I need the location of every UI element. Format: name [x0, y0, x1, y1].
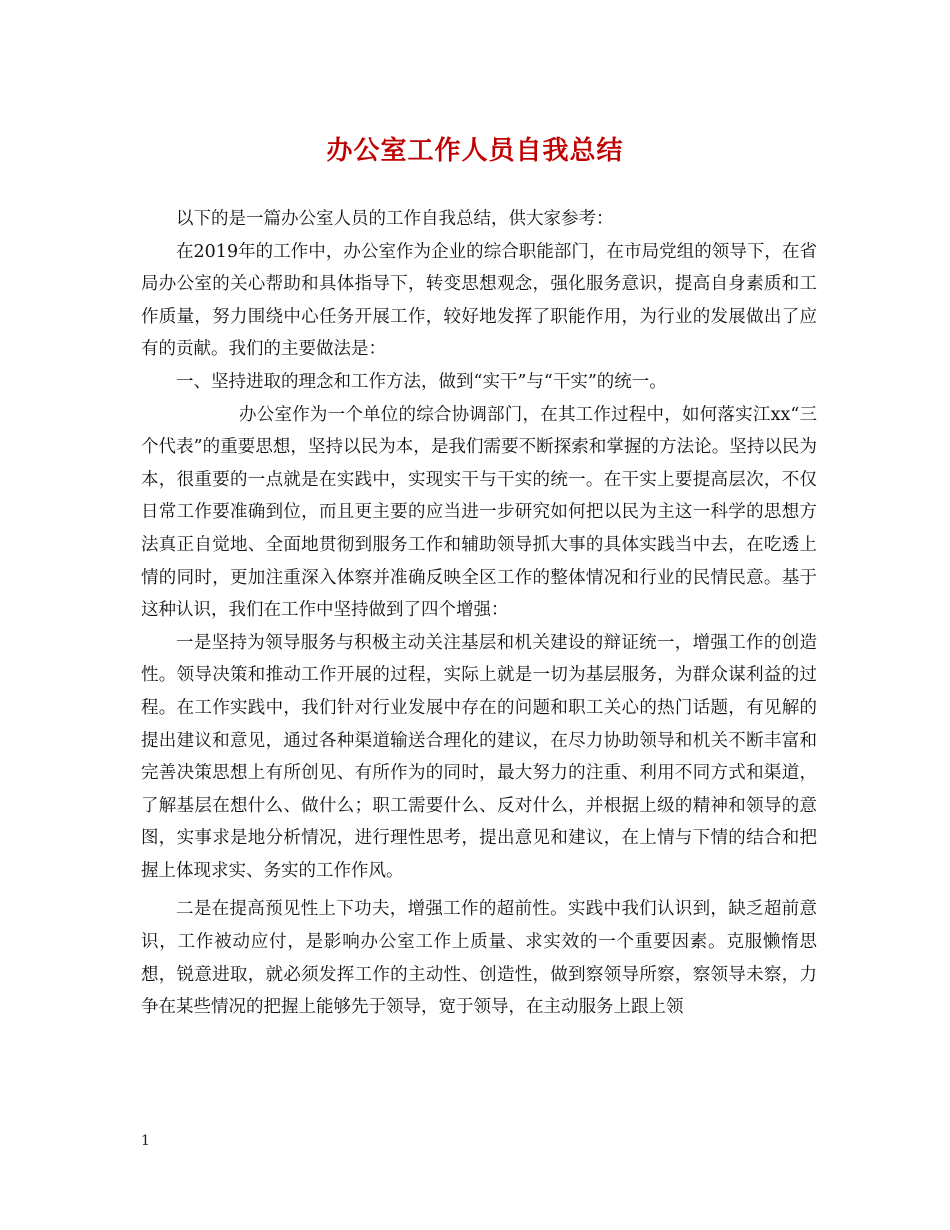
section-heading-1: 一、坚持进取的理念和工作方法，做到“实干”与“干实”的统一。 [176, 371, 667, 392]
point-2-paragraph: 二是在提高预见性上下功夫，增强工作的超前性。实践中我们认识到，缺乏超前意识，工作被动应付，是影响办公室工作上质量、求实效的一个重要因素。克服懒惰思想，锐意进取，就必须发挥工作的主动性、创造性，做到察领导所察，察领导未察，力争在某些情况的把握上能够先于领导，宽于领导，在主动服务上跟上领 [141, 899, 817, 1018]
intro-paragraph: 以下的是一篇办公室人员的工作自我总结，供大家参考： [176, 209, 614, 229]
page-title: 办公室工作人员自我总结 [326, 136, 624, 166]
overview-paragraph: 在2019年的工作中，办公室作为企业的综合职能部门，在市局党组的领导下，在省局办公室的关心帮助和具体指导下，转变思想观念，强化服务意识，提高自身素质和工作质量，努力围绕中心任务开展工作，较好地发挥了职能作用，为行业的发展做出了应有的贡献。我们的主要做法是： [141, 241, 817, 360]
page-number: 1 [141, 1133, 150, 1149]
point-1-paragraph: 一是坚持为领导服务与积极主动关注基层和机关建设的辩证统一，增强工作的创造性。领导决策和推动工作开展的过程，实际上就是一切为基层服务，为群众谋利益的过程。在工作实践中，我们针对行业发展中存在的问题和职工关心的热门话题，有见解的提出建议和意见，通过各种渠道输送合理化的建议，在尽力协助领导和机关不断丰富和完善决策思想上有所创见、有所作为的同时，最大努力的注重、利用不同方式和渠道，了解基层在想什么、做什么；职工需要什么、反对什么，并根据上级的精神和领导的意图，实事求是地分析情况，进行理性思考，提出意见和建议，在上情与下情的结合和把握上体现求实、务实的工作作风。 [141, 632, 817, 881]
section-1-paragraph: 办公室作为一个单位的综合协调部门，在其工作过程中，如何落实江xx“三个代表”的重要思想，坚持以民为本，是我们需要不断探索和掌握的方法论。坚持以民为本，很重要的一点就是在实践中，实现实干与干实的统一。在干实上要提高层次，不仅日常工作要准确到位，而且更主要的应当进一步研究如何把以民为主这一科学的思想方法真正自觉地、全面地贯彻到服务工作和辅助领导抓大事的具体实践当中去，在吃透上情的同时，更加注重深入体察并准确反映全区工作的整体情况和行业的民情民意。基于这种认识，我们在工作中坚持做到了四个增强： [141, 404, 817, 621]
document-body [141, 203, 817, 1024]
